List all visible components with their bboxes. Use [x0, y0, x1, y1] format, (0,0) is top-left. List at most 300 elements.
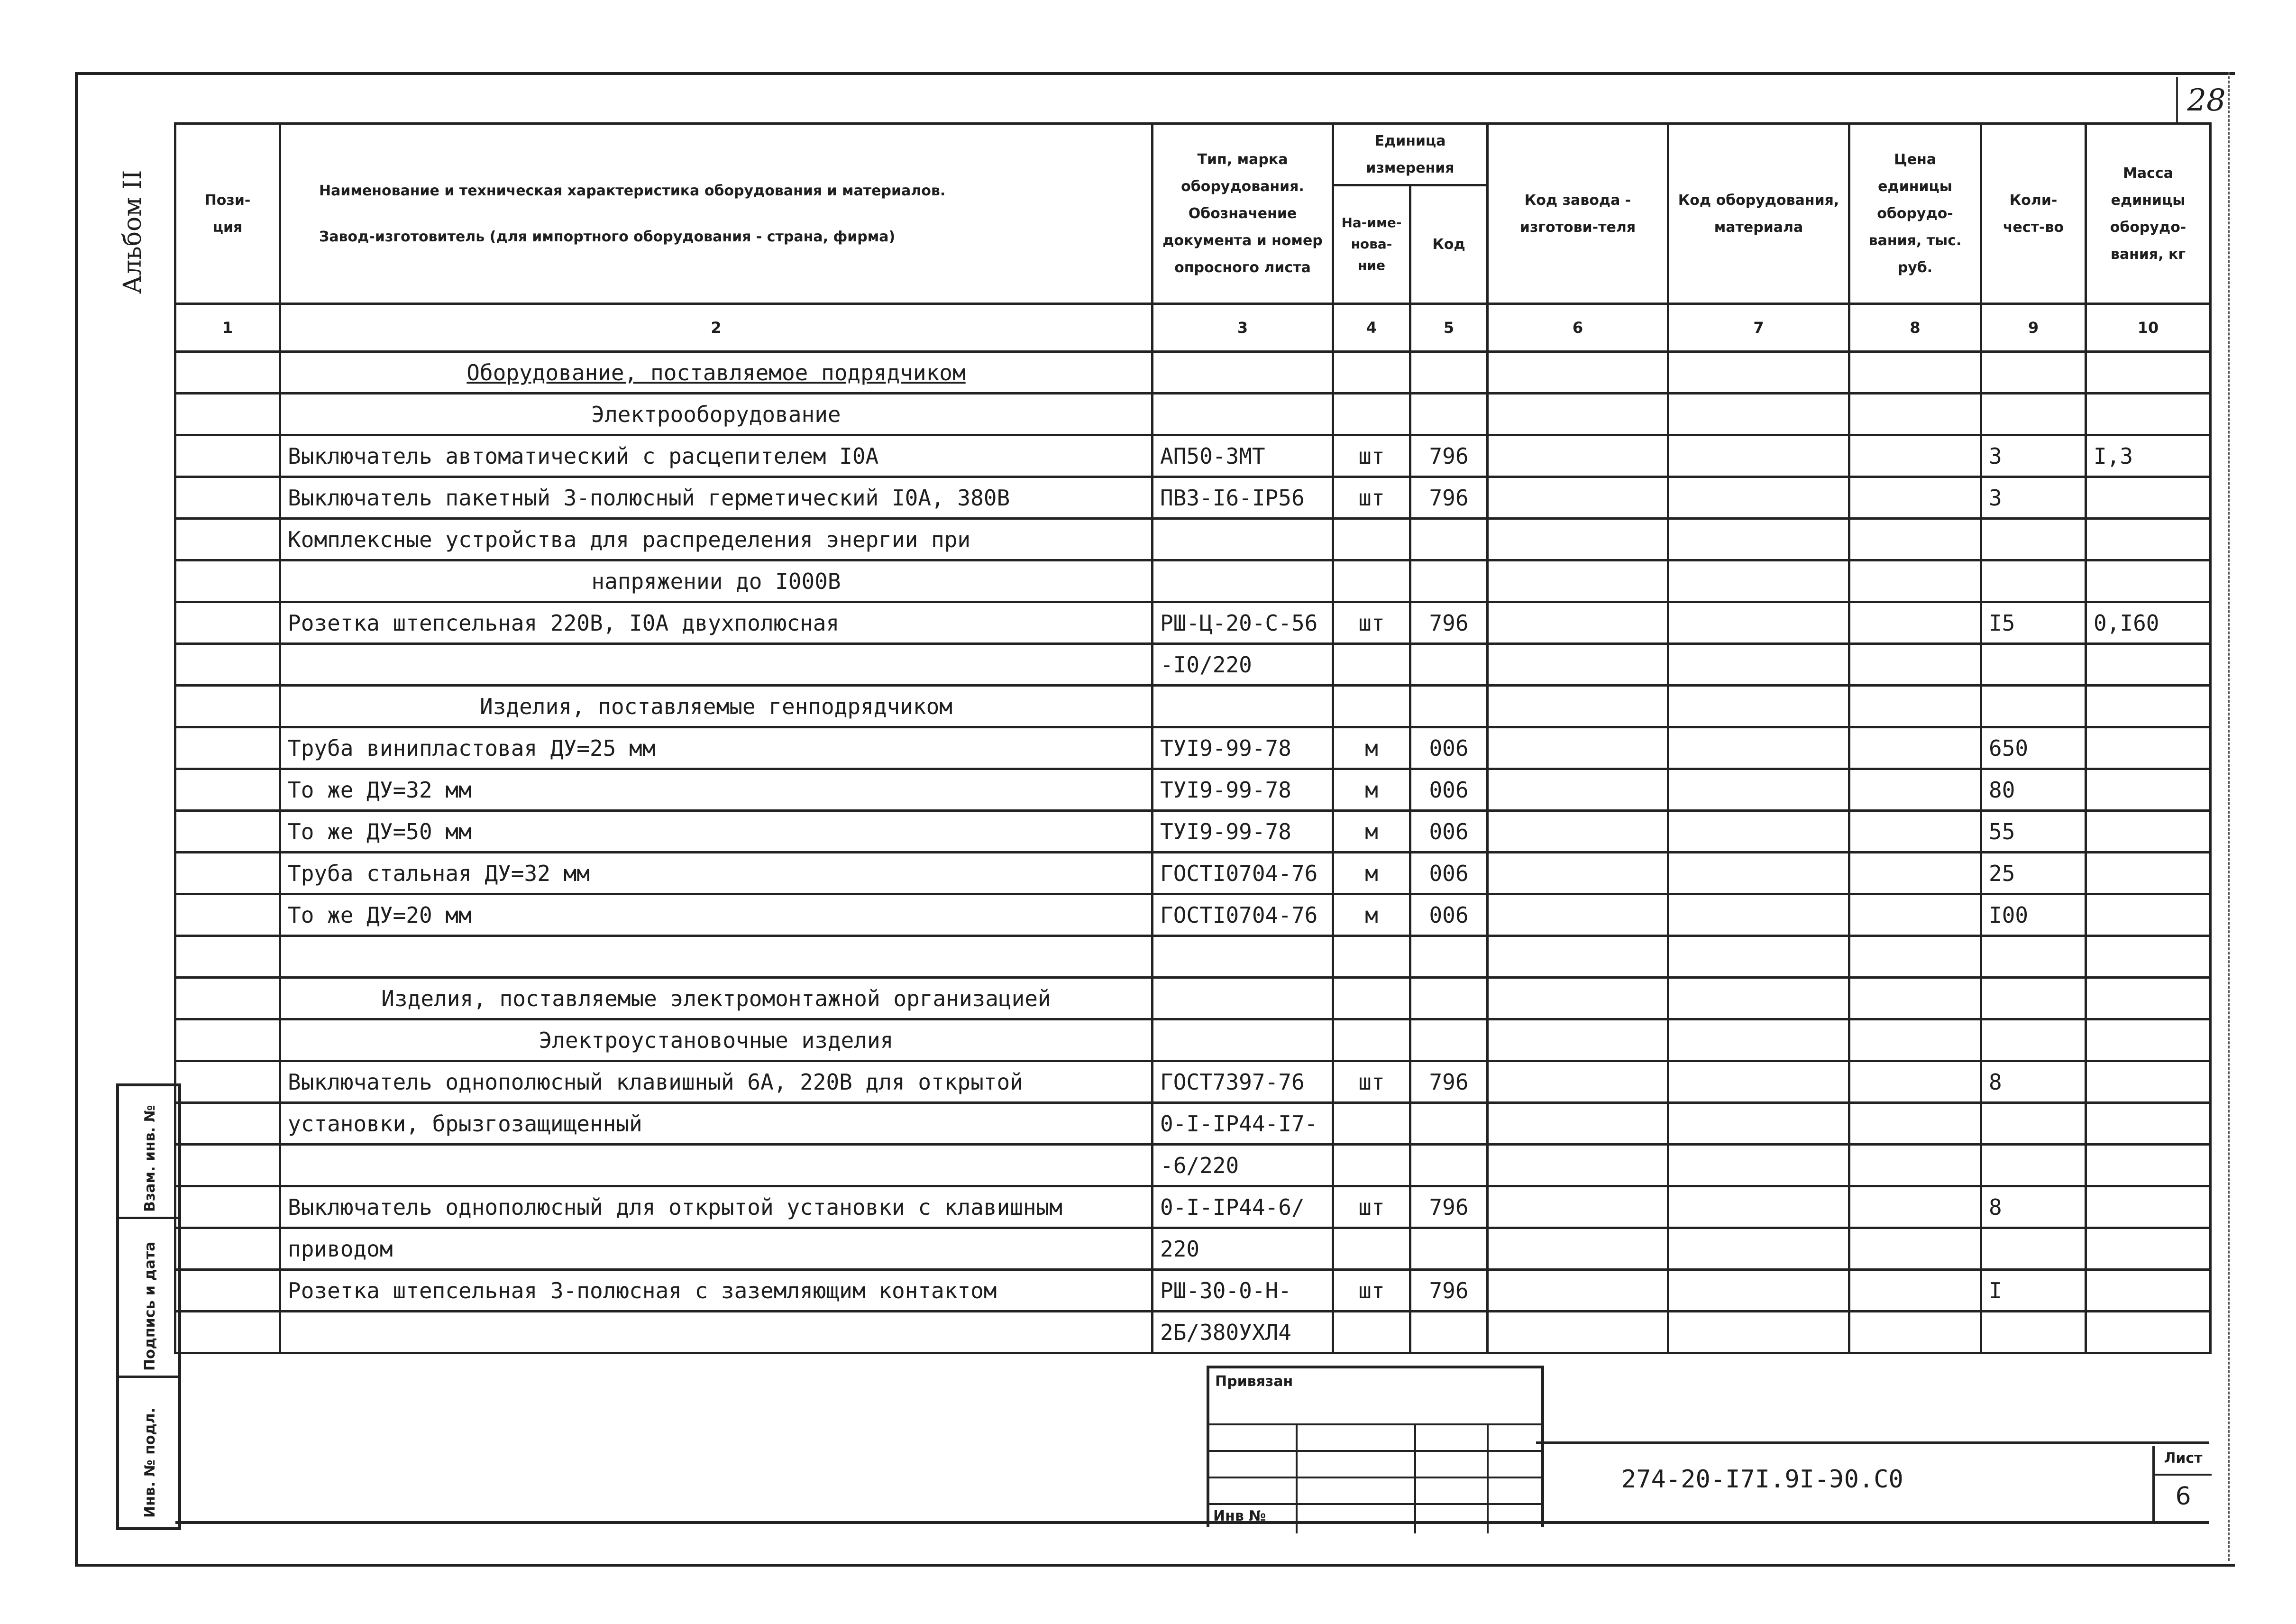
cell-price: [1849, 644, 1981, 686]
cell-equipment-code: [1668, 1145, 1849, 1186]
stamp-divider: [1414, 1423, 1416, 1533]
table-row: [175, 1061, 2211, 1103]
col-number: 9: [1981, 304, 2086, 352]
cell-unit-code: [1410, 936, 1488, 978]
cell-position: [175, 519, 280, 560]
cell-unit-name: [1333, 1145, 1410, 1186]
cell-position: [175, 769, 280, 811]
cell-quantity: 3: [1981, 435, 2086, 477]
cell-quantity: [1981, 1145, 2086, 1186]
cell-factory-code: [1488, 1186, 1668, 1228]
table-row: [175, 1019, 2211, 1061]
cell-factory-code: [1488, 1270, 1668, 1312]
cell-position: [175, 936, 280, 978]
cell-mass: [2086, 560, 2211, 602]
cell-mass: [2086, 519, 2211, 560]
sheet-page-number: 6: [2175, 1482, 2191, 1511]
side-stamp-cell-signature: [119, 1219, 178, 1378]
cell-quantity: 650: [1981, 727, 2086, 769]
cell-equipment-code: [1668, 1312, 1849, 1353]
cell-quantity: 8: [1981, 1061, 2086, 1103]
cell-unit-name: [1333, 1019, 1410, 1061]
cell-position: [175, 477, 280, 519]
cell-position: [175, 435, 280, 477]
table-row: [175, 894, 2211, 936]
cell-position: [175, 978, 280, 1019]
cell-mass: [2086, 1228, 2211, 1270]
binding-stamp-label: Привязан: [1215, 1373, 1293, 1390]
section-title: [280, 394, 1153, 435]
cell-unit-code: [1410, 1228, 1488, 1270]
cell-type: [1153, 978, 1333, 1019]
cell-unit-code: 796: [1410, 602, 1488, 644]
table-row: [175, 644, 2211, 686]
cell-unit-name: м: [1333, 894, 1410, 936]
cell-quantity: [1981, 644, 2086, 686]
cell-equipment-code: [1668, 686, 1849, 727]
stamp-divider: [1487, 1423, 1489, 1533]
stamp-row: [1209, 1450, 1541, 1477]
cell-price: [1849, 519, 1981, 560]
stamp-row: [1209, 1477, 1541, 1503]
cell-type: 0-I-IР44-6/: [1153, 1186, 1333, 1228]
cell-equipment-code: [1668, 394, 1849, 435]
side-stamp-cell-original: [119, 1378, 178, 1523]
col-price-header: Цена единицы оборудо-вания, тыс. руб.: [1849, 124, 1981, 304]
cell-mass: [2086, 686, 2211, 727]
cell-equipment-code: [1668, 1228, 1849, 1270]
album-label: Альбом II: [119, 170, 147, 294]
col-number: 10: [2086, 304, 2211, 352]
cell-type: [1153, 936, 1333, 978]
cell-unit-code: 006: [1410, 894, 1488, 936]
table-row: [175, 435, 2211, 477]
cell-unit-name: [1333, 936, 1410, 978]
cell-unit-code: [1410, 686, 1488, 727]
col-unit-code-header: Код: [1410, 185, 1488, 304]
cell-equipment-code: [1668, 894, 1849, 936]
cell-position: [175, 1270, 280, 1312]
stamp-row: [1209, 1423, 1541, 1450]
cell-price: [1849, 560, 1981, 602]
section-title: [280, 686, 1153, 727]
cell-price: [1849, 1061, 1981, 1103]
cell-type: РШ-Ц-20-С-56: [1153, 602, 1333, 644]
cell-name: приводом: [280, 1228, 1153, 1270]
table-row: [175, 686, 2211, 727]
table-row: [175, 978, 2211, 1019]
cell-unit-name: [1333, 686, 1410, 727]
cell-quantity: 25: [1981, 853, 2086, 894]
cell-unit-name: м: [1333, 853, 1410, 894]
binding-stamp: [1207, 1366, 1544, 1527]
cell-quantity: 8: [1981, 1186, 2086, 1228]
section-title-text: Электрооборудование: [591, 401, 841, 427]
side-stamp-original-label: Инв. № подл.: [142, 1407, 158, 1518]
col-unit-name-header: На-име-нова-ние: [1333, 185, 1410, 304]
cell-factory-code: [1488, 769, 1668, 811]
table-row: [175, 1186, 2211, 1228]
cell-type: [1153, 1019, 1333, 1061]
sheet-box: [2152, 1446, 2212, 1522]
cell-factory-code: [1488, 560, 1668, 602]
cell-unit-code: [1410, 394, 1488, 435]
table-row: [175, 1270, 2211, 1312]
cell-unit-code: [1410, 352, 1488, 394]
col-number: 6: [1488, 304, 1668, 352]
cell-mass: [2086, 1145, 2211, 1186]
cell-unit-code: [1410, 978, 1488, 1019]
stamp-inv-label: Инв №: [1213, 1508, 1266, 1524]
cell-price: [1849, 435, 1981, 477]
cell-factory-code: [1488, 352, 1668, 394]
cell-price: [1849, 769, 1981, 811]
cell-price: [1849, 978, 1981, 1019]
col-type-header: Тип, марка оборудования. Обозначение документа и номер опросного листа: [1153, 124, 1333, 304]
cell-mass: 0,I60: [2086, 602, 2211, 644]
cell-type: [1153, 686, 1333, 727]
cell-name: установки, брызгозащищенный: [280, 1103, 1153, 1145]
cell-price: [1849, 936, 1981, 978]
title-block-line: [1536, 1441, 2209, 1444]
cell-position: [175, 1145, 280, 1186]
cell-position: [175, 727, 280, 769]
cell-price: [1849, 1019, 1981, 1061]
cell-type: ТУI9-99-78: [1153, 769, 1333, 811]
cell-mass: [2086, 811, 2211, 853]
column-number-row: [175, 304, 2211, 352]
cell-unit-name: шт: [1333, 602, 1410, 644]
cell-equipment-code: [1668, 1270, 1849, 1312]
cell-unit-code: 006: [1410, 727, 1488, 769]
cell-price: [1849, 894, 1981, 936]
col-number: 4: [1333, 304, 1410, 352]
cell-type: 220: [1153, 1228, 1333, 1270]
cell-type: РШ-30-0-Н-: [1153, 1270, 1333, 1312]
cell-equipment-code: [1668, 352, 1849, 394]
cell-mass: [2086, 1312, 2211, 1353]
table-row: [175, 1312, 2211, 1353]
cell-quantity: I5: [1981, 602, 2086, 644]
cell-quantity: [1981, 1019, 2086, 1061]
cell-name: Розетка штепсельная 220В, I0А двухполюсная: [280, 602, 1153, 644]
cell-quantity: [1981, 1228, 2086, 1270]
cell-price: [1849, 1270, 1981, 1312]
cell-unit-code: 796: [1410, 435, 1488, 477]
section-title: [280, 560, 1153, 602]
cell-unit-code: [1410, 1103, 1488, 1145]
section-title-text: Электроустановочные изделия: [539, 1027, 894, 1053]
cell-factory-code: [1488, 686, 1668, 727]
table-row: [175, 769, 2211, 811]
cell-position: [175, 811, 280, 853]
cell-equipment-code: [1668, 1186, 1849, 1228]
cell-name: То же ДУ=50 мм: [280, 811, 1153, 853]
cell-unit-code: [1410, 560, 1488, 602]
table-row: [175, 560, 2211, 602]
col-name-header-line2: Завод-изготовитель (для импортного оборудования - страна, фирма): [319, 228, 896, 245]
col-number: 3: [1153, 304, 1333, 352]
cell-unit-name: шт: [1333, 435, 1410, 477]
cell-unit-name: шт: [1333, 1186, 1410, 1228]
cell-position: [175, 686, 280, 727]
table-row: [175, 1228, 2211, 1270]
cell-type: [1153, 519, 1333, 560]
cell-mass: [2086, 352, 2211, 394]
cell-factory-code: [1488, 894, 1668, 936]
cell-type: ГОСТI0704-76: [1153, 853, 1333, 894]
cell-name: [280, 1312, 1153, 1353]
cell-quantity: [1981, 1103, 2086, 1145]
col-number: 8: [1849, 304, 1981, 352]
cell-name: Выключатель однополюсный клавишный 6А, 220В для открытой: [280, 1061, 1153, 1103]
cell-factory-code: [1488, 644, 1668, 686]
cell-price: [1849, 394, 1981, 435]
cell-mass: [2086, 1103, 2211, 1145]
col-name-header-line1: Наименование и техническая характеристика оборудования и материалов.: [319, 182, 946, 199]
cell-position: [175, 644, 280, 686]
cell-equipment-code: [1668, 435, 1849, 477]
cell-quantity: 80: [1981, 769, 2086, 811]
cell-equipment-code: [1668, 477, 1849, 519]
side-stamp-cell-replace: [119, 1086, 178, 1219]
cell-price: [1849, 477, 1981, 519]
cell-position: [175, 602, 280, 644]
cell-name: Труба стальная ДУ=32 мм: [280, 853, 1153, 894]
cell-unit-code: 796: [1410, 477, 1488, 519]
cell-unit-name: м: [1333, 769, 1410, 811]
cell-unit-code: [1410, 1312, 1488, 1353]
cell-price: [1849, 853, 1981, 894]
cell-mass: [2086, 1019, 2211, 1061]
cell-equipment-code: [1668, 1019, 1849, 1061]
cell-mass: [2086, 727, 2211, 769]
cell-position: [175, 394, 280, 435]
cell-price: [1849, 686, 1981, 727]
cell-unit-name: [1333, 1103, 1410, 1145]
cell-quantity: [1981, 1312, 2086, 1353]
cell-quantity: [1981, 686, 2086, 727]
trim-line: [2228, 72, 2230, 1561]
sheet-label: Лист: [2155, 1446, 2212, 1476]
cell-quantity: [1981, 936, 2086, 978]
cell-factory-code: [1488, 1019, 1668, 1061]
col-equipment-code-header: Код оборудования, материала: [1668, 124, 1849, 304]
cell-factory-code: [1488, 435, 1668, 477]
cell-equipment-code: [1668, 1061, 1849, 1103]
cell-type: ГОСТI0704-76: [1153, 894, 1333, 936]
cell-mass: [2086, 1186, 2211, 1228]
col-number: 2: [280, 304, 1153, 352]
cell-position: [175, 1103, 280, 1145]
cell-price: [1849, 1103, 1981, 1145]
cell-price: [1849, 1312, 1981, 1353]
cell-type: ГОСТ7397-76: [1153, 1061, 1333, 1103]
cell-price: [1849, 602, 1981, 644]
cell-factory-code: [1488, 853, 1668, 894]
cell-unit-name: [1333, 978, 1410, 1019]
cell-unit-name: [1333, 644, 1410, 686]
cell-name: [280, 1145, 1153, 1186]
col-name-header: [280, 124, 1153, 304]
cell-name: То же ДУ=20 мм: [280, 894, 1153, 936]
cell-unit-code: [1410, 644, 1488, 686]
cell-mass: [2086, 769, 2211, 811]
cell-equipment-code: [1668, 811, 1849, 853]
cell-type: [1153, 560, 1333, 602]
cell-mass: [2086, 978, 2211, 1019]
cell-name: [280, 644, 1153, 686]
cell-equipment-code: [1668, 519, 1849, 560]
cell-equipment-code: [1668, 644, 1849, 686]
table-row: [175, 394, 2211, 435]
cell-position: [175, 352, 280, 394]
col-position-header: Пози- ция: [175, 124, 280, 304]
table-row: [175, 1103, 2211, 1145]
cell-price: [1849, 811, 1981, 853]
cell-equipment-code: [1668, 602, 1849, 644]
cell-price: [1849, 1186, 1981, 1228]
cell-type: АП50-3МТ: [1153, 435, 1333, 477]
cell-factory-code: [1488, 1061, 1668, 1103]
cell-mass: [2086, 477, 2211, 519]
cell-position: [175, 1019, 280, 1061]
col-number: 5: [1410, 304, 1488, 352]
cell-type: -6/220: [1153, 1145, 1333, 1186]
cell-price: [1849, 352, 1981, 394]
cell-unit-name: [1333, 1228, 1410, 1270]
bottom-border-line: [175, 1521, 2209, 1524]
section-title-text: Оборудование, поставляемое подрядчиком: [467, 359, 966, 385]
section-title-text: напряжении до I000В: [591, 568, 841, 594]
cell-name: То же ДУ=32 мм: [280, 769, 1153, 811]
cell-position: [175, 894, 280, 936]
cell-mass: [2086, 936, 2211, 978]
col-number: 7: [1668, 304, 1849, 352]
cell-name: Розетка штепсельная 3-полюсная с заземляющим контактом: [280, 1270, 1153, 1312]
cell-type: ТУI9-99-78: [1153, 727, 1333, 769]
cell-equipment-code: [1668, 1103, 1849, 1145]
cell-name: [280, 936, 1153, 978]
cell-unit-code: [1410, 1019, 1488, 1061]
cell-unit-name: м: [1333, 811, 1410, 853]
cell-unit-code: 006: [1410, 811, 1488, 853]
table-row: [175, 519, 2211, 560]
cell-type: [1153, 352, 1333, 394]
cell-mass: [2086, 644, 2211, 686]
table-row: [175, 602, 2211, 644]
stamp-divider: [1296, 1423, 1298, 1533]
col-factory-code-header: Код завода - изготови-теля: [1488, 124, 1668, 304]
cell-name: Выключатель пакетный 3-полюсный герметический I0А, 380В: [280, 477, 1153, 519]
unit-group-header: Единица измерения: [1333, 124, 1488, 185]
cell-name: Труба винипластовая ДУ=25 мм: [280, 727, 1153, 769]
cell-mass: [2086, 394, 2211, 435]
cell-unit-name: шт: [1333, 477, 1410, 519]
cell-factory-code: [1488, 1312, 1668, 1353]
cell-unit-name: [1333, 560, 1410, 602]
cell-position: [175, 1186, 280, 1228]
cell-factory-code: [1488, 1228, 1668, 1270]
cell-quantity: I00: [1981, 894, 2086, 936]
cell-unit-code: 006: [1410, 853, 1488, 894]
specification-table: [174, 122, 2212, 1354]
cell-mass: I,3: [2086, 435, 2211, 477]
cell-equipment-code: [1668, 727, 1849, 769]
cell-factory-code: [1488, 811, 1668, 853]
table-row: [175, 727, 2211, 769]
cell-price: [1849, 1145, 1981, 1186]
cell-quantity: [1981, 519, 2086, 560]
cell-name: Выключатель автоматический с расцепителем I0А: [280, 435, 1153, 477]
cell-mass: [2086, 853, 2211, 894]
cell-name: Выключатель однополюсный для открытой установки с клавишным: [280, 1186, 1153, 1228]
cell-unit-name: [1333, 1312, 1410, 1353]
table-row: [175, 936, 2211, 978]
cell-unit-code: 006: [1410, 769, 1488, 811]
table-row: [175, 853, 2211, 894]
cell-quantity: [1981, 978, 2086, 1019]
cell-quantity: 3: [1981, 477, 2086, 519]
cell-factory-code: [1488, 978, 1668, 1019]
cell-factory-code: [1488, 394, 1668, 435]
cell-type: ПВ3-I6-IР56: [1153, 477, 1333, 519]
cell-type: -I0/220: [1153, 644, 1333, 686]
cell-quantity: 55: [1981, 811, 2086, 853]
section-title-text: Изделия, поставляемые электромонтажной организацией: [381, 985, 1051, 1011]
cell-position: [175, 1061, 280, 1103]
document-code: 274-20-I7I.9I-Э0.С0: [1621, 1465, 1903, 1494]
cell-unit-code: 796: [1410, 1186, 1488, 1228]
sheet-number: 28: [2176, 77, 2235, 124]
header-row: [175, 124, 2211, 185]
cell-factory-code: [1488, 1103, 1668, 1145]
table-row: [175, 811, 2211, 853]
cell-unit-name: шт: [1333, 1061, 1410, 1103]
cell-unit-name: [1333, 352, 1410, 394]
cell-position: [175, 1312, 280, 1353]
side-stamp-signature-label: Подпись и дата: [142, 1241, 158, 1371]
cell-equipment-code: [1668, 853, 1849, 894]
cell-unit-code: 796: [1410, 1270, 1488, 1312]
cell-mass: [2086, 1270, 2211, 1312]
col-number: 1: [175, 304, 280, 352]
section-title: [280, 1019, 1153, 1061]
cell-type: [1153, 394, 1333, 435]
cell-unit-code: [1410, 1145, 1488, 1186]
cell-unit-code: 796: [1410, 1061, 1488, 1103]
side-stamp: [116, 1083, 181, 1530]
cell-quantity: [1981, 560, 2086, 602]
cell-equipment-code: [1668, 936, 1849, 978]
cell-type: 2Б/380УХЛ4: [1153, 1312, 1333, 1353]
cell-unit-code: [1410, 519, 1488, 560]
cell-equipment-code: [1668, 769, 1849, 811]
section-title-text: Изделия, поставляемые генподрядчиком: [480, 693, 952, 719]
cell-quantity: I: [1981, 1270, 2086, 1312]
table-row: [175, 477, 2211, 519]
cell-quantity: [1981, 352, 2086, 394]
cell-factory-code: [1488, 1145, 1668, 1186]
cell-mass: [2086, 1061, 2211, 1103]
cell-type: ТУI9-99-78: [1153, 811, 1333, 853]
section-title: [280, 352, 1153, 394]
cell-name: Комплексные устройства для распределения энергии при: [280, 519, 1153, 560]
cell-unit-name: [1333, 394, 1410, 435]
cell-quantity: [1981, 394, 2086, 435]
cell-position: [175, 560, 280, 602]
col-quantity-header: Коли-чест-во: [1981, 124, 2086, 304]
